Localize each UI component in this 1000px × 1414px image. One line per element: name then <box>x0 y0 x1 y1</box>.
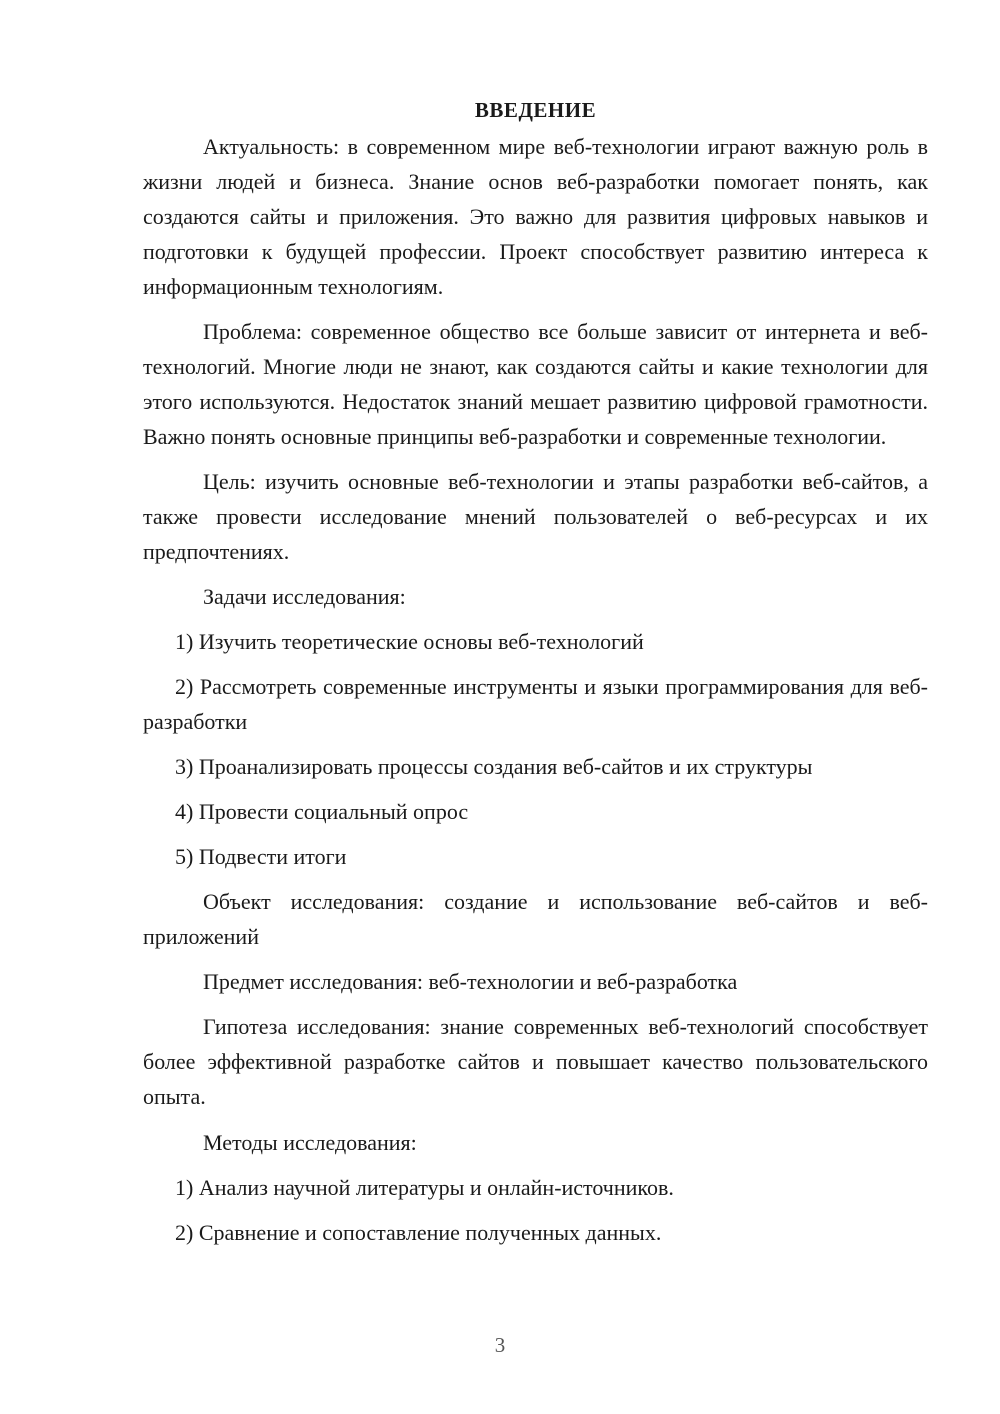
method-item-2: 2) Сравнение и сопоставление полученных данных. <box>175 1220 662 1245</box>
section-title: ВВЕДЕНИЕ <box>474 98 597 122</box>
task-item-2: 2) Рассмотреть современные инструменты и языки программирования для веб-разработки <box>143 674 928 734</box>
method-item-1: 1) Анализ научной литературы и онлайн-источников. <box>175 1175 674 1200</box>
task-item-5: 5) Подвести итоги <box>175 844 347 869</box>
hypothesis-paragraph: Гипотеза исследования: знание современных веб-технологий способствует более эффективной разработке сайтов и повышает качество пользовательского опыта. <box>143 1014 928 1109</box>
tasks-heading: Задачи исследования: <box>203 584 406 609</box>
page-number: 3 <box>494 1333 506 1357</box>
methods-heading: Методы исследования: <box>203 1130 417 1155</box>
task-item-3: 3) Проанализировать процессы создания веб-сайтов и их структуры <box>175 754 813 779</box>
problem-paragraph: Проблема: современное общество все больше зависит от интернета и веб-технологий. Многие люди не знают, как создаются сайты и какие технологии для этого используются. Недостаток знаний мешает развитию цифровой грамотности. Важно понять основные принципы веб-разработки и современные технологии. <box>143 319 928 449</box>
tasks-list <box>143 624 928 874</box>
methods-list <box>143 1170 928 1250</box>
relevance-paragraph: Актуальность: в современном мире веб-технологии играют важную роль в жизни людей и бизнеса. Знание основ веб-разработки помогает понять, как создаются сайты и приложения. Это важно для развития цифровых навыков и подготовки к будущей профессии. Проект способствует развитию интереса к информационным технологиям. <box>143 134 928 299</box>
document-page <box>143 95 928 1250</box>
subject-paragraph: Предмет исследования: веб-технологии и веб-разработка <box>203 969 738 994</box>
goal-paragraph: Цель: изучить основные веб-технологии и этапы разработки веб-сайтов, а также провести исследование мнений пользователей о веб-ресурсах и их предпочтениях. <box>143 469 928 564</box>
task-item-1: 1) Изучить теоретические основы веб-технологий <box>175 629 644 654</box>
object-paragraph: Объект исследования: создание и использование веб-сайтов и веб-приложений <box>143 889 928 949</box>
task-item-4: 4) Провести социальный опрос <box>175 799 469 824</box>
